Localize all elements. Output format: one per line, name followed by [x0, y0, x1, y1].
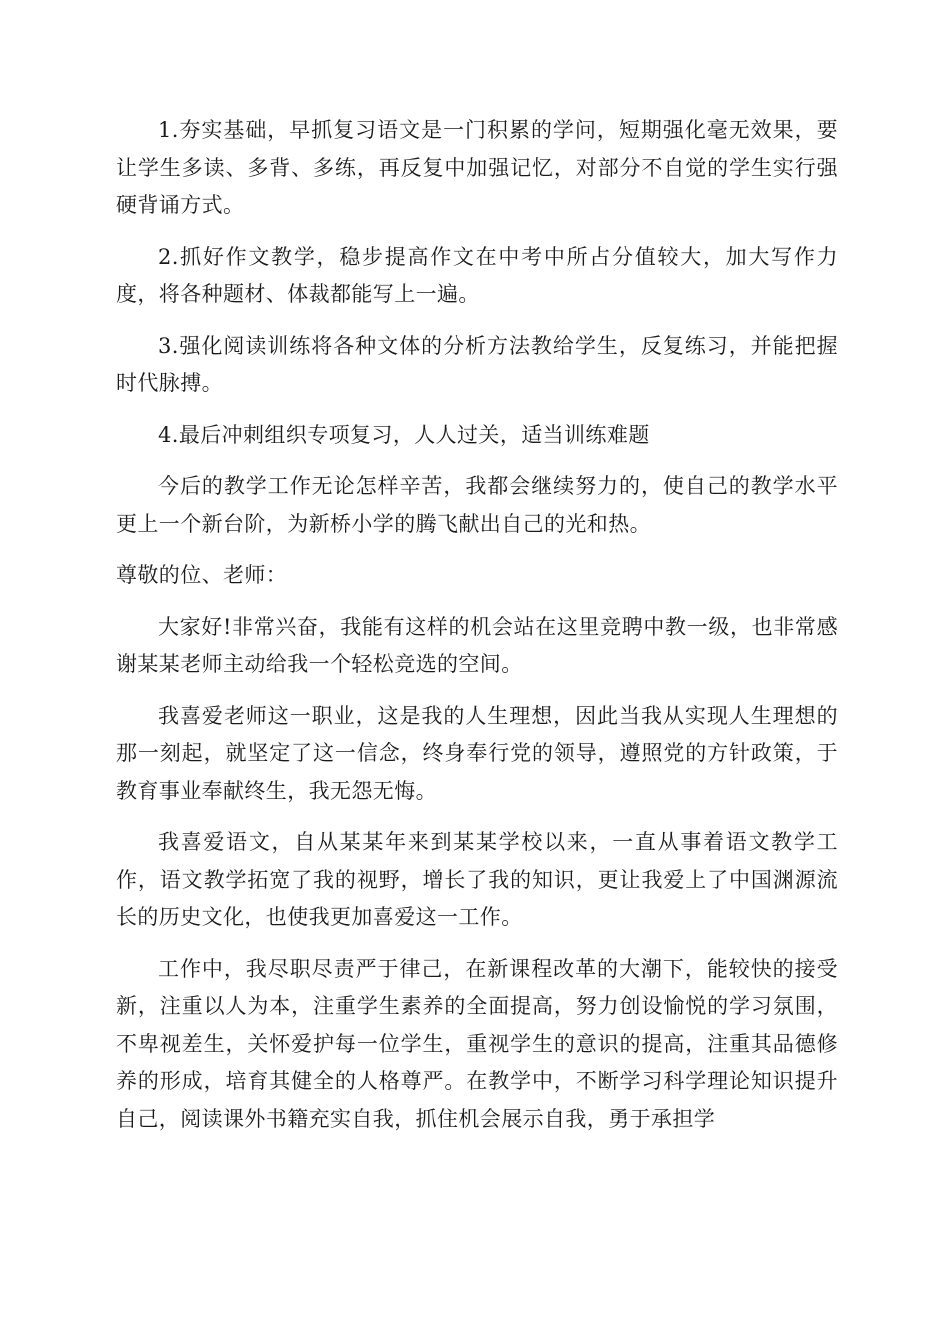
- paragraph-work-conduct: 工作中，我尽职尽责严于律己，在新课程改革的大潮下，能较快的接受新，注重以人为本，注重学生素养的全面提高，努力创设愉悦的学习氛围，不卑视差生，关怀爱护每一位学生，重视学生的意识的提高，注重其品德修养的形成，培育其健全的人格尊严。在教学中，不断学习科学理论知识提升自己，阅读课外书籍充实自我，抓住机会展示自我，勇于承担学: [116, 956, 838, 1131]
- document-body: [116, 112, 838, 1152]
- paragraph-review-point-3: 3.强化阅读训练将各种文体的分析方法教给学生，反复练习，并能把握时代脉搏。: [116, 333, 838, 395]
- paragraph-review-point-1: 1.夯实基础，早抓复习语文是一门积累的学问，短期强化毫无效果，要让学生多读、多背、多练，再反复中加强记忆，对部分不自觉的学生实行强硬背诵方式。: [116, 118, 838, 217]
- speech-salutation: 尊敬的位、老师：: [116, 563, 288, 587]
- paragraph-teaching-ideal: 我喜爱老师这一职业，这是我的人生理想，因此当我从实现人生理想的那一刻起，就坚定了这一信念，终身奉行党的领导，遵照党的方针政策，于教育事业奉献终生，我无怨无悔。: [116, 703, 838, 803]
- paragraph-review-point-4: 4.最后冲刺组织专项复习，人人过关，适当训练难题: [158, 422, 650, 447]
- paragraph-closing: 今后的教学工作无论怎样辛苦，我都会继续努力的，使自己的教学水平更上一个新台阶，为新桥小学的腾飞献出自己的光和热。: [116, 474, 838, 536]
- paragraph-review-point-2: 2.抓好作文教学，稳步提高作文在中考中所占分值较大，加大写作力度，将各种题材、体裁都能写上一遍。: [116, 244, 838, 306]
- paragraph-greeting: 大家好!非常兴奋，我能有这样的机会站在这里竞聘中教一级，也非常感谢某某老师主动给我一个轻松竞选的空间。: [116, 614, 838, 676]
- paragraph-love-of-chinese: 我喜爱语文，自从某某年来到某某学校以来，一直从事着语文教学工作，语文教学拓宽了我的视野，增长了我的知识，更让我爱上了中国渊源流长的历史文化，也使我更加喜爱这一工作。: [116, 830, 838, 929]
